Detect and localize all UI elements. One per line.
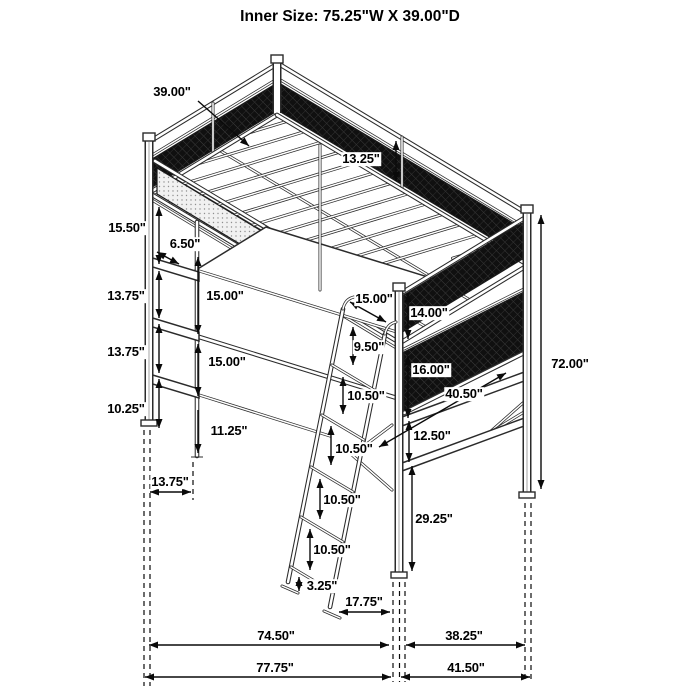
left-post-cap <box>143 133 155 141</box>
dim-label-desk-width: 40.50" <box>445 386 483 402</box>
dim-label-15-50: 15.50" <box>108 220 146 236</box>
dim-label-15-00-b: 15.00" <box>208 354 246 370</box>
right-post-foot <box>519 492 535 498</box>
dim-label-inner-depth: 39.00" <box>153 84 191 100</box>
dim-label-10-50-c: 10.50" <box>323 492 361 508</box>
dim-label-13-75-c: 13.75" <box>151 474 189 490</box>
dim-label-10-50-b: 10.50" <box>335 441 373 457</box>
dim-label-74-50: 74.50" <box>257 628 295 644</box>
right-post-cap <box>521 205 533 213</box>
dim-label-shelf-depth: 6.50" <box>169 236 201 252</box>
dim-label-29-25: 29.25" <box>415 511 453 527</box>
left-post-foot <box>141 420 157 426</box>
diagram-title: Inner Size: 75.25"W X 39.00"D <box>240 8 460 25</box>
dim-label-10-25: 10.25" <box>107 401 145 417</box>
dim-label-16-00: 16.00" <box>412 362 450 378</box>
dim-label-9-50: 9.50" <box>353 339 385 355</box>
dim-label-77-75: 77.75" <box>256 660 294 676</box>
front-post-cap <box>393 283 405 291</box>
dim-label-14-00: 14.00" <box>410 305 448 321</box>
guardrail-back-right <box>279 64 528 260</box>
dim-label-guard-height: 13.25" <box>342 151 380 167</box>
dim-label-15-00-c: 15.00" <box>355 291 393 307</box>
dim-label-11-25: 11.25" <box>210 423 248 439</box>
shelf-3 <box>146 373 199 398</box>
dim-label-13-75-a: 13.75" <box>107 288 145 304</box>
dim-label-10-50-d: 10.50" <box>313 542 351 558</box>
dim-label-13-75-b: 13.75" <box>107 344 145 360</box>
dim-label-15-00-a: 15.00" <box>206 288 244 304</box>
front-post-foot <box>391 572 407 578</box>
back-post-cap <box>271 55 283 63</box>
dim-label-17-75: 17.75" <box>345 594 383 610</box>
extension-lines <box>144 430 531 686</box>
dim-label-10-50-a: 10.50" <box>347 388 385 404</box>
dim-label-12-50: 12.50" <box>413 428 451 444</box>
shelf-2 <box>146 316 199 341</box>
dim-label-41-50: 41.50" <box>447 660 485 676</box>
dim-label-3-25: 3.25" <box>306 578 338 594</box>
dim-label-total-height: 72.00" <box>551 356 589 372</box>
right-shelf-surface <box>402 417 527 471</box>
dim-label-38-25: 38.25" <box>445 628 483 644</box>
